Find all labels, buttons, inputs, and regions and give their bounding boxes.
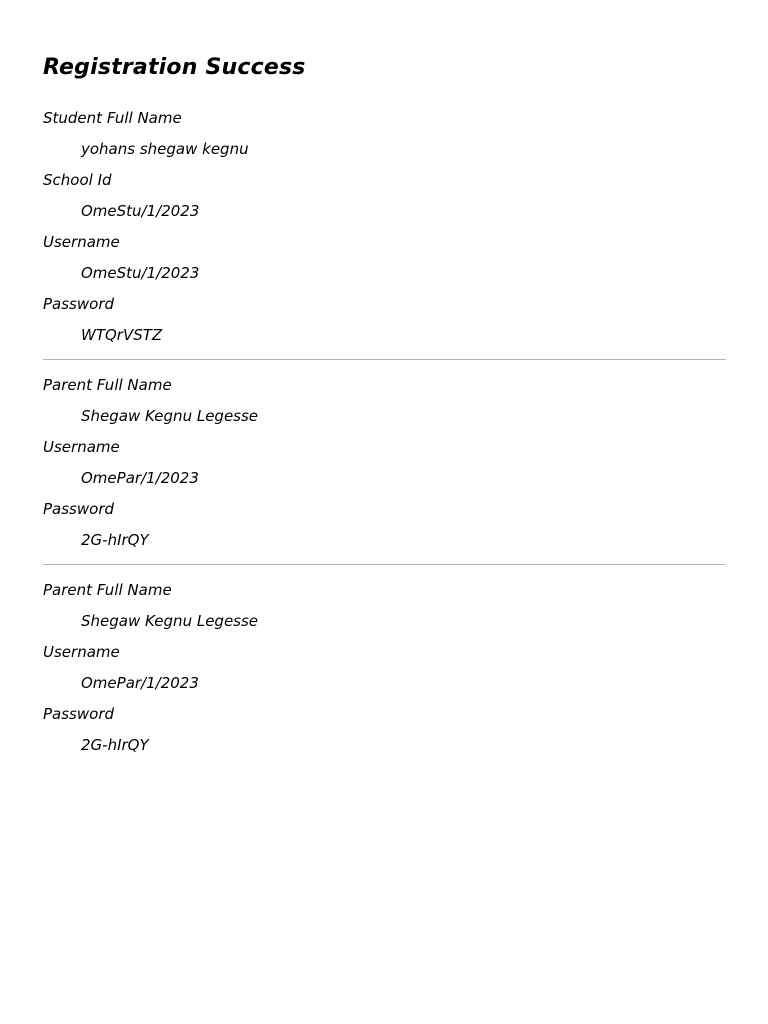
school-id-value: OmeStu/1/2023 — [81, 202, 200, 220]
parent-full-name-label: Parent Full Name — [43, 581, 172, 599]
parent-username-value: OmePar/1/2023 — [81, 469, 199, 487]
student-password-label: Password — [43, 295, 115, 313]
student-full-name-value: yohans shegaw kegnu — [81, 140, 249, 158]
student-username-label: Username — [43, 233, 120, 251]
student-username-value: OmeStu/1/2023 — [81, 264, 200, 282]
student-section — [43, 103, 726, 351]
parent-password-value: 2G-hIrQY — [81, 531, 149, 549]
parent-full-name-value: Shegaw Kegnu Legesse — [81, 612, 259, 630]
school-id-label: School Id — [43, 171, 112, 189]
page-title: Registration Success — [43, 55, 306, 80]
parent-section-2 — [43, 575, 726, 761]
parent-password-label: Password — [43, 705, 115, 723]
section-divider — [43, 564, 726, 565]
student-full-name-label: Student Full Name — [43, 109, 182, 127]
parent-full-name-value: Shegaw Kegnu Legesse — [81, 407, 259, 425]
registration-success-page — [43, 52, 726, 761]
parent-username-label: Username — [43, 438, 120, 456]
parent-section-1 — [43, 370, 726, 556]
parent-password-label: Password — [43, 500, 115, 518]
parent-full-name-label: Parent Full Name — [43, 376, 172, 394]
parent-username-value: OmePar/1/2023 — [81, 674, 199, 692]
parent-username-label: Username — [43, 643, 120, 661]
parent-password-value: 2G-hIrQY — [81, 736, 149, 754]
student-password-value: WTQrVSTZ — [81, 326, 163, 344]
section-divider — [43, 359, 726, 360]
